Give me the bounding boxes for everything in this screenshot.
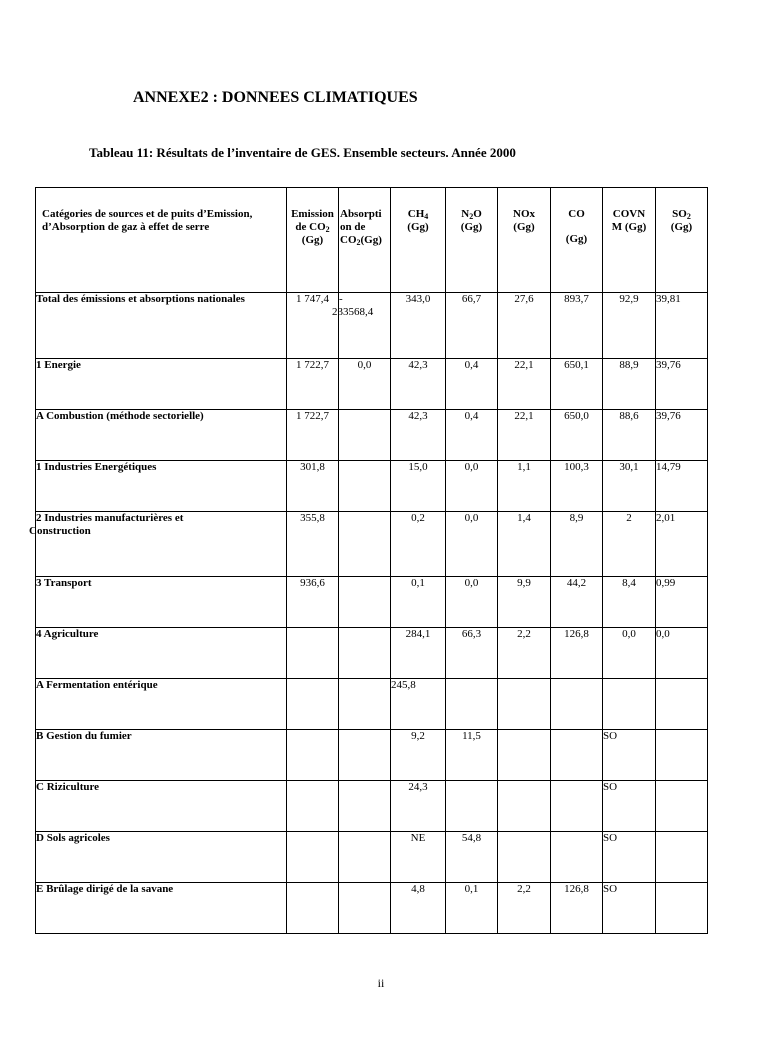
cell-so2 xyxy=(656,781,708,832)
table-row xyxy=(36,461,708,512)
cell-n2o: 66,7 xyxy=(446,293,498,359)
cell-nox: 22,1 xyxy=(498,410,551,461)
cell-absorption xyxy=(339,832,391,883)
header-category xyxy=(36,188,287,293)
cell-absorption xyxy=(339,628,391,679)
cell-n2o: 66,3 xyxy=(446,628,498,679)
cell-co: 893,7 xyxy=(551,293,603,359)
row-label-l2: Construction xyxy=(29,525,91,537)
cell-emission: 936,6 xyxy=(287,577,339,628)
header-co xyxy=(551,188,603,293)
header-n2o-unit: (Gg) xyxy=(460,221,483,233)
table-row xyxy=(36,410,708,461)
table-row xyxy=(36,293,708,359)
cell-so2: 0,99 xyxy=(656,577,708,628)
cell-co xyxy=(551,781,603,832)
table-row xyxy=(36,359,708,410)
row-label: E Brûlage dirigé de la savane xyxy=(36,883,287,934)
cell-covnm: SO xyxy=(603,730,656,781)
table-caption: Tableau 11: Résultats de l’inventaire de GES. Ensemble secteurs. Année 2000 xyxy=(89,145,516,160)
cell-emission xyxy=(287,679,339,730)
header-nox-unit: (Gg) xyxy=(513,221,535,233)
cell-co: 100,3 xyxy=(551,461,603,512)
cell-n2o xyxy=(446,679,498,730)
header-covnm-l1: COVN xyxy=(612,208,646,220)
cell-emission xyxy=(287,781,339,832)
cell-n2o: 0,0 xyxy=(446,512,498,577)
cell-nox: 22,1 xyxy=(498,359,551,410)
cell-covnm: SO xyxy=(603,781,656,832)
ges-inventory-table xyxy=(29,187,708,934)
cell-ch4: 42,3 xyxy=(391,359,446,410)
cell-ch4: 42,3 xyxy=(391,410,446,461)
header-ch4-text: CH xyxy=(407,208,425,220)
header-emission-sub: 2 xyxy=(325,225,330,234)
row-label: Total des émissions et absorptions nationales xyxy=(36,293,287,359)
cell-n2o: 0,4 xyxy=(446,359,498,410)
row-label xyxy=(29,512,287,577)
cell-covnm: 2 xyxy=(603,512,656,577)
cell-so2: 39,76 xyxy=(656,359,708,410)
header-ch4-unit: (Gg) xyxy=(407,221,429,233)
cell-absorption xyxy=(339,883,391,934)
header-so2-text: SO xyxy=(672,208,687,220)
cell-nox: 2,2 xyxy=(498,883,551,934)
cell-so2 xyxy=(656,832,708,883)
page-title: ANNEXE2 : DONNEES CLIMATIQUES xyxy=(133,89,418,106)
table-row xyxy=(36,577,708,628)
cell-covnm xyxy=(603,679,656,730)
header-ch4 xyxy=(391,188,446,293)
cell-nox: 9,9 xyxy=(498,577,551,628)
table-row xyxy=(36,679,708,730)
header-n2o-text: N xyxy=(461,208,470,220)
header-co-text: CO xyxy=(568,208,585,220)
header-so2-unit: (Gg) xyxy=(670,221,693,233)
cell-nox: 1,4 xyxy=(498,512,551,577)
page-number: ii xyxy=(377,976,385,990)
row-label: A Combustion (méthode sectorielle) xyxy=(36,410,287,461)
row-label: B Gestion du fumier xyxy=(36,730,287,781)
cell-n2o: 0,0 xyxy=(446,461,498,512)
cell-so2: 39,81 xyxy=(656,293,708,359)
header-nox-text: NOx xyxy=(513,208,535,220)
cell-nox xyxy=(498,832,551,883)
cell-n2o: 0,4 xyxy=(446,410,498,461)
cell-so2: 39,76 xyxy=(656,410,708,461)
cell-covnm: 8,4 xyxy=(603,577,656,628)
row-label: 1 Energie xyxy=(36,359,287,410)
cell-covnm: 92,9 xyxy=(603,293,656,359)
row-label: D Sols agricoles xyxy=(36,832,287,883)
header-emission xyxy=(287,188,339,293)
cell-ch4: 4,8 xyxy=(391,883,446,934)
cell-ch4: 0,2 xyxy=(391,512,446,577)
cell-so2: 2,01 xyxy=(656,512,708,577)
cell-covnm: SO xyxy=(603,832,656,883)
cell-absorption xyxy=(339,730,391,781)
header-covnm xyxy=(603,188,656,293)
table-header-row xyxy=(36,188,708,293)
cell-so2 xyxy=(656,883,708,934)
cell-covnm: SO xyxy=(603,883,656,934)
cell-co: 650,0 xyxy=(551,410,603,461)
header-emission-unit: (Gg) xyxy=(301,234,324,246)
table-row xyxy=(36,832,708,883)
row-label: 1 Industries Energétiques xyxy=(36,461,287,512)
header-so2 xyxy=(656,188,708,293)
cell-co: 126,8 xyxy=(551,883,603,934)
cell-absorption xyxy=(339,512,391,577)
cell-ch4: 24,3 xyxy=(391,781,446,832)
cell-co xyxy=(551,730,603,781)
cell-n2o: 11,5 xyxy=(446,730,498,781)
cell-emission: 1 722,7 xyxy=(287,410,339,461)
cell-co: 44,2 xyxy=(551,577,603,628)
cell-co xyxy=(551,832,603,883)
header-absorption xyxy=(339,188,391,293)
cell-emission: 355,8 xyxy=(287,512,339,577)
cell-nox xyxy=(498,730,551,781)
cell-co xyxy=(551,679,603,730)
row-label: A Fermentation entérique xyxy=(36,679,287,730)
cell-covnm: 0,0 xyxy=(603,628,656,679)
header-covnm-l2: M (Gg) xyxy=(611,221,647,233)
cell-n2o: 0,1 xyxy=(446,883,498,934)
cell-co: 8,9 xyxy=(551,512,603,577)
cell-absorption-value: 233568,4 xyxy=(332,306,374,318)
table-row xyxy=(36,512,708,577)
table-row xyxy=(36,883,708,934)
cell-absorption xyxy=(339,679,391,730)
cell-absorption xyxy=(339,577,391,628)
cell-nox: 2,2 xyxy=(498,628,551,679)
cell-emission xyxy=(287,628,339,679)
cell-so2: 14,79 xyxy=(656,461,708,512)
header-emission-l2: de CO xyxy=(295,221,326,233)
header-nox xyxy=(498,188,551,293)
cell-so2: 0,0 xyxy=(656,628,708,679)
cell-covnm: 88,6 xyxy=(603,410,656,461)
row-label: C Riziculture xyxy=(36,781,287,832)
header-n2o-post: O xyxy=(473,208,482,220)
cell-emission: 301,8 xyxy=(287,461,339,512)
row-label: 3 Transport xyxy=(36,577,287,628)
cell-ch4: 9,2 xyxy=(391,730,446,781)
row-label: 4 Agriculture xyxy=(36,628,287,679)
header-absorption-sub: 2 xyxy=(356,238,361,247)
cell-nox: 1,1 xyxy=(498,461,551,512)
cell-n2o: 54,8 xyxy=(446,832,498,883)
header-emission-l1: Emission xyxy=(291,208,334,220)
header-absorption-unit: (Gg) xyxy=(360,234,382,246)
cell-ch4: 15,0 xyxy=(391,461,446,512)
cell-ch4: 343,0 xyxy=(391,293,446,359)
header-absorption-l1: Absorpti xyxy=(340,208,382,220)
cell-absorption: 0,0 xyxy=(339,359,391,410)
cell-emission: 1 747,4 xyxy=(287,293,339,359)
cell-so2 xyxy=(656,679,708,730)
cell-nox: 27,6 xyxy=(498,293,551,359)
header-n2o-sub: 2 xyxy=(469,212,474,221)
header-n2o xyxy=(446,188,498,293)
cell-covnm: 30,1 xyxy=(603,461,656,512)
cell-so2 xyxy=(656,730,708,781)
header-absorption-l3: CO xyxy=(340,234,357,246)
table-row xyxy=(36,730,708,781)
cell-covnm: 88,9 xyxy=(603,359,656,410)
cell-nox xyxy=(498,679,551,730)
cell-n2o: 0,0 xyxy=(446,577,498,628)
table-row xyxy=(36,781,708,832)
cell-co: 650,1 xyxy=(551,359,603,410)
cell-ch4: 0,1 xyxy=(391,577,446,628)
cell-n2o xyxy=(446,781,498,832)
header-category-text: Catégories de sources et de puits d’Emission, d’Absorption de gaz à effet de serre xyxy=(42,208,253,233)
cell-absorption-sign: - xyxy=(339,293,343,305)
cell-ch4: 245,8 xyxy=(391,679,446,730)
header-so2-sub: 2 xyxy=(686,212,691,221)
cell-absorption xyxy=(339,461,391,512)
cell-emission xyxy=(287,832,339,883)
cell-ch4: 284,1 xyxy=(391,628,446,679)
cell-absorption xyxy=(339,410,391,461)
header-absorption-l2: on de xyxy=(340,221,366,233)
row-label-l1: 2 Industries manufacturières et xyxy=(36,512,184,524)
header-ch4-sub: 4 xyxy=(424,212,429,221)
cell-emission: 1 722,7 xyxy=(287,359,339,410)
cell-co: 126,8 xyxy=(551,628,603,679)
cell-emission xyxy=(287,883,339,934)
cell-nox xyxy=(498,781,551,832)
cell-ch4: NE xyxy=(391,832,446,883)
header-co-unit: (Gg) xyxy=(565,233,588,245)
cell-absorption xyxy=(332,293,391,359)
table-row xyxy=(36,628,708,679)
cell-emission xyxy=(287,730,339,781)
cell-absorption xyxy=(339,781,391,832)
